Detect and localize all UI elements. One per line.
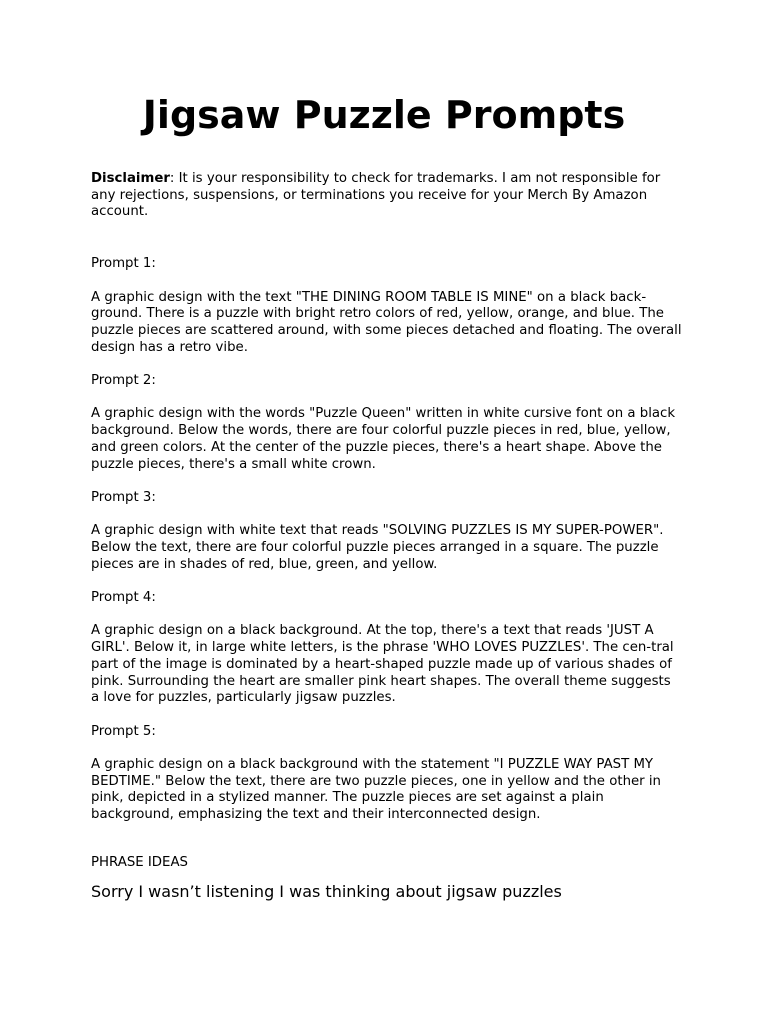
prompt-body: A graphic design on a black background with the statement "I PUZZLE WAY PAST MY BEDTIME." Below the text, there are two puzzle pieces, one in yellow and the other in pink, depicted in a stylized manner. The puzzle pieces are set against a plain background, emphasizing the text and their interconnected design. xyxy=(91,757,661,823)
prompt-heading: Prompt 5: xyxy=(91,723,156,739)
prompt-heading: Prompt 2: xyxy=(91,373,156,388)
prompt-body: A graphic design with the text "THE DINING ROOM TABLE IS MINE" on a black back-ground. There is a puzzle with bright retro colors of red, yellow, orange, and blue. The puzzle pieces are scattered around, with some pieces detached and floating. The overall design has a retro vibe. xyxy=(91,289,682,355)
phrase-item: Sorry I wasn’t listening I was thinking about jigsaw puzzles xyxy=(91,881,562,901)
phrase-ideas-heading: PHRASE IDEAS xyxy=(91,854,188,870)
prompt-heading: Prompt 4: xyxy=(91,590,156,606)
disclaimer-text: : It is your responsibility to check for trademarks. I am not responsible for any rejections, suspensions, or terminations you receive for your Merch By Amazon account. xyxy=(91,171,661,220)
prompt-body: A graphic design on a black background. At the top, there's a text that reads 'JUST A GIRL'. Below it, in large white letters, is the phrase 'WHO LOVES PUZZLES'. The cen-tral part of the image is dominated by a heart-shaped puzzle made up of various shades of pink. Surrounding the heart are smaller pink heart shapes. The overall theme suggests a love for puzzles, particularly jigsaw puzzles. xyxy=(91,623,674,706)
prompt-heading: Prompt 1: xyxy=(91,256,156,272)
disclaimer-label: Disclaimer xyxy=(91,171,170,186)
prompt-body: A graphic design with the words "Puzzle Queen" written in white cursive font on a black background. Below the words, there are four colorful puzzle pieces in red, blue, yellow, and green colors. At the center of the puzzle pieces, there's a heart shape. Above the puzzle pieces, there's a small white crown. xyxy=(91,406,676,472)
prompt-body: A graphic design with white text that reads "SOLVING PUZZLES IS MY SUPER-POWER". Below the text, there are four colorful puzzle pieces arranged in a square. The puzzle pieces are in shades of red, blue, green, and yellow. xyxy=(91,523,664,572)
disclaimer-paragraph xyxy=(91,171,683,221)
document-body xyxy=(91,171,683,902)
prompt-heading: Prompt 3: xyxy=(91,489,156,505)
page-title: Jigsaw Puzzle Prompts xyxy=(142,93,626,137)
